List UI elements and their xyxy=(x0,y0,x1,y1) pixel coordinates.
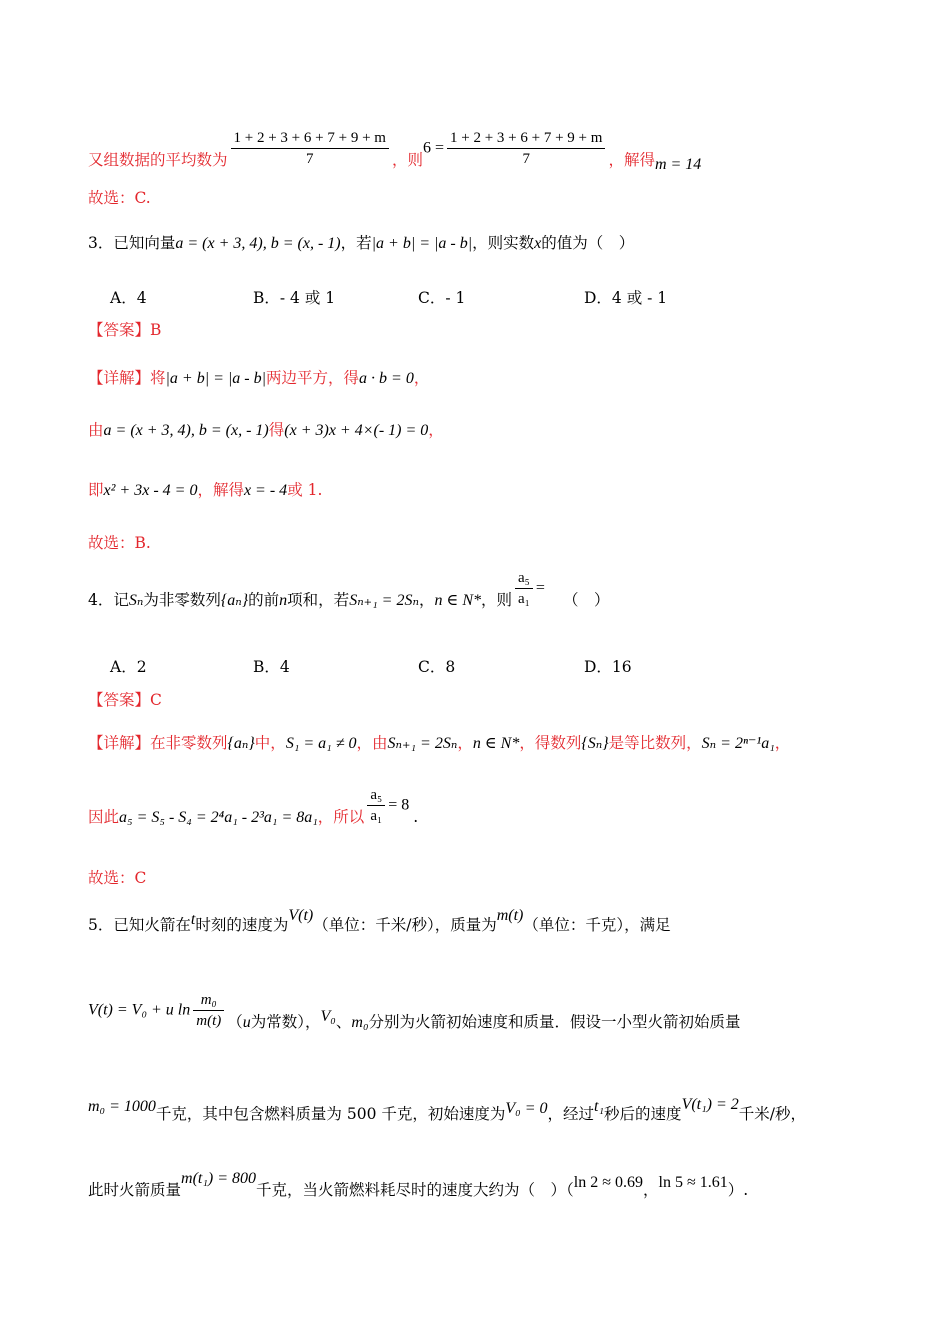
q3-detail-2-vectors: a = (x + 3, 4), b = (x, - 1) xyxy=(103,422,269,439)
q3-option-d: D．4 或 - 1 xyxy=(584,289,668,307)
q4-answer: 【答案】C xyxy=(88,691,162,709)
q4-option-c: C．8 xyxy=(418,658,456,676)
q5-l4-c: ， xyxy=(643,1181,659,1199)
q3-detail-2-end: ， xyxy=(428,421,444,439)
q4-sn: Sₙ xyxy=(128,591,144,609)
question-5-line-1 xyxy=(88,907,671,936)
q4-detail-1-geo: 是等比数列， xyxy=(608,734,702,752)
q3-detail-2-equation: (x + 3)x + 4×(- 1) = 0 xyxy=(284,422,429,439)
q4-ratio-numerator: a₅ xyxy=(515,568,533,589)
q5-l2-denominator: m(t) xyxy=(196,1013,222,1029)
q4-mid2: 的前 xyxy=(248,590,280,609)
q4-set: n ∈ N* xyxy=(434,591,481,609)
m-result: m = 14 xyxy=(654,155,702,173)
q4-detail-2-denominator: a₁ xyxy=(370,808,383,824)
q3-detail-1-end: ， xyxy=(413,369,430,387)
q3-detail-1 xyxy=(88,368,429,389)
q5-l4-d: ）. xyxy=(727,1181,749,1199)
q5-l2-equation: V(t) = V₀ + u ln xyxy=(88,1001,191,1019)
q3-vectors: a = (x + 3, 4), b = (x, - 1) xyxy=(175,235,341,252)
q3-option-b: B．- 4 或 1 xyxy=(253,289,336,307)
q5-l3-vt: V(t₁) = 2 xyxy=(681,1096,739,1113)
q4-detail-2-mid: ，所以 xyxy=(317,807,365,826)
q3-detail-1-label: 【详解】将 xyxy=(88,369,166,387)
q5-l4-ln2: ln 2 ≈ 0.69 xyxy=(573,1174,644,1191)
q5-l3-a: 千克，其中包含燃料质量为 500 千克，初始速度为 xyxy=(155,1105,506,1123)
q3-detail-3-mid: ，解得 xyxy=(197,481,244,499)
q4-detail-1-label: 【详解】在非零数列 xyxy=(88,734,228,752)
q4-detail-2-fraction xyxy=(367,785,385,826)
q4-an: {aₙ} xyxy=(220,591,249,609)
equation-fraction xyxy=(447,128,605,169)
q4-detail-1-sn: {Sₙ} xyxy=(581,735,609,752)
q4-ratio-fraction xyxy=(515,568,533,609)
q4-equals: = xyxy=(535,579,545,597)
q3-detail-1-result: a · b = 0 xyxy=(359,370,414,387)
q4-detail-2 xyxy=(88,785,418,826)
q3-detail-3-equation: x² + 3x - 4 = 0 xyxy=(103,482,198,499)
q4-detail-1-get: ，得数列 xyxy=(519,734,582,752)
question-5-line-3 xyxy=(88,1096,807,1123)
solve-text: ，解得 xyxy=(608,150,655,169)
q4-detail-2-numerator: a₅ xyxy=(367,785,385,806)
q5-l2-a: （ xyxy=(227,1012,243,1031)
q4-detail-1-an: {aₙ} xyxy=(227,735,255,752)
q4-mid3: 项和，若 xyxy=(287,590,350,609)
q4-detail-1-set: n ∈ N* xyxy=(472,735,520,752)
q3-prefix: 3．已知向量 xyxy=(88,234,176,252)
q3-tail: ，则实数 xyxy=(472,234,535,252)
q4-ratio-denominator: a₁ xyxy=(518,591,530,607)
q5-l4-b: 千克，当火箭燃料耗尽时的速度大约为（ ）（ xyxy=(256,1181,574,1199)
q4-detail-1-mid: 中， xyxy=(254,734,286,752)
q5-l2-u: u xyxy=(242,1013,251,1031)
q4-detail-1-relation: Sₙ₊₁ = 2Sₙ xyxy=(387,735,458,752)
q3-mid: ，若 xyxy=(340,234,372,252)
q4-end: （ ） xyxy=(562,590,610,609)
question-3 xyxy=(88,233,634,254)
q4-detail-1 xyxy=(88,733,790,754)
q4-detail-2-end: . xyxy=(413,807,419,826)
q3-detail-3-result: x = - 4 xyxy=(243,482,288,499)
q4-detail-2-label: 因此 xyxy=(88,807,120,826)
q5-l2-numerator: m₀ xyxy=(193,990,224,1011)
q5-l4-m: m(t₁) = 800 xyxy=(181,1170,257,1187)
q3-option-a: A．4 xyxy=(110,289,147,307)
q4-mid4: ，则 xyxy=(481,590,513,609)
q4-detail-1-end: ， xyxy=(774,734,791,752)
q5-l3-d: 千米/秒， xyxy=(738,1105,807,1123)
mean-text: 又组数据的平均数为 xyxy=(88,150,228,169)
q4-sep: ， xyxy=(418,590,435,609)
choice-c-line: 故选：C. xyxy=(88,189,151,207)
solution-mean-line xyxy=(88,128,702,173)
q5-l1-c: （单位：千米/秒），质量为 xyxy=(313,916,497,934)
q5-l2-d: 分别为火箭初始速度和质量．假设一小型火箭初始质量 xyxy=(368,1012,741,1031)
q3-detail-2-mid: 得 xyxy=(268,421,285,439)
q5-l4-a: 此时火箭质量 xyxy=(88,1181,182,1199)
question-5-line-4 xyxy=(88,1168,749,1199)
equation-fraction-numerator: 1 + 2 + 3 + 6 + 7 + 9 + m xyxy=(447,128,605,149)
q5-l1-v: V(t) xyxy=(288,907,314,924)
q3-detail-3-end: 或 1. xyxy=(287,481,323,499)
q4-n: n xyxy=(279,591,288,609)
q5-l3-b: ，经过 xyxy=(547,1105,595,1123)
q5-l2-b: 为常数）， xyxy=(250,1012,321,1031)
q5-l3-t1: t₁ xyxy=(594,1098,605,1115)
q5-l2-c: 、 xyxy=(335,1012,352,1031)
q3-condition: |a + b| = |a - b| xyxy=(371,235,473,252)
q5-l4-ln5: ln 5 ≈ 1.61 xyxy=(658,1174,728,1191)
six-equals: 6 = xyxy=(422,139,444,157)
q3-detail-3-label: 即 xyxy=(88,481,104,499)
q3-choice: 故选：B. xyxy=(88,534,151,552)
q3-detail-1-cond: |a + b| = |a - b| xyxy=(165,370,267,387)
mean-fraction-numerator: 1 + 2 + 3 + 6 + 7 + 9 + m xyxy=(231,128,389,149)
mean-fraction-denominator: 7 xyxy=(305,151,314,167)
equation-fraction-denominator: 7 xyxy=(522,151,530,167)
q3-detail-2-label: 由 xyxy=(88,421,104,439)
q4-option-a: A．2 xyxy=(110,658,147,676)
q4-detail-1-by: ，由 xyxy=(356,734,388,752)
q3-option-c: C．- 1 xyxy=(418,289,466,307)
q3-end: 的值为（ ） xyxy=(541,234,635,252)
q4-option-b: B．4 xyxy=(253,658,290,676)
q5-l1-a: 5．已知火箭在 xyxy=(88,916,191,934)
q5-l3-c: 秒后的速度 xyxy=(604,1105,682,1123)
q4-detail-2-equation: a₅ = S₅ - S₄ = 2⁴a₁ - 2³a₁ = 8a₁ xyxy=(119,808,318,826)
q3-answer: 【答案】B xyxy=(88,321,162,339)
q3-detail-1-mid: 两边平方，得 xyxy=(266,369,360,387)
q5-l1-t: t xyxy=(190,911,196,928)
q5-l3-m0: m₀ = 1000 xyxy=(88,1098,156,1115)
q5-l1-m: m(t) xyxy=(496,907,524,924)
q4-detail-1-s1: S₁ = a₁ ≠ 0 xyxy=(285,735,357,752)
q4-prefix: 4．记 xyxy=(88,590,129,609)
q5-l1-d: （单位：千克），满足 xyxy=(523,916,671,934)
q3-detail-2 xyxy=(88,420,444,441)
question-5-line-2 xyxy=(88,990,741,1031)
q4-relation: Sₙ₊₁ = 2Sₙ xyxy=(349,591,419,609)
q3-variable: x xyxy=(534,235,542,252)
q4-mid1: 为非零数列 xyxy=(143,590,221,609)
q5-l3-v0: V₀ = 0 xyxy=(505,1100,548,1117)
q5-l1-b: 时刻的速度为 xyxy=(195,916,289,934)
mean-fraction xyxy=(231,128,389,169)
q5-l2-m0: m₀ xyxy=(351,1013,369,1031)
q3-detail-3 xyxy=(88,480,322,501)
q4-choice: 故选：C xyxy=(88,869,147,887)
q4-detail-1-formula: Sₙ = 2ⁿ⁻¹a₁ xyxy=(701,735,775,752)
q5-l2-fraction xyxy=(193,990,224,1031)
q5-l2-v0: V₀ xyxy=(320,1007,336,1025)
question-4 xyxy=(88,568,609,609)
q4-option-d: D．16 xyxy=(584,658,632,676)
q4-detail-1-sep: ， xyxy=(457,734,473,752)
q4-detail-2-result: = 8 xyxy=(388,796,410,814)
then-text: ，则 xyxy=(391,150,423,169)
